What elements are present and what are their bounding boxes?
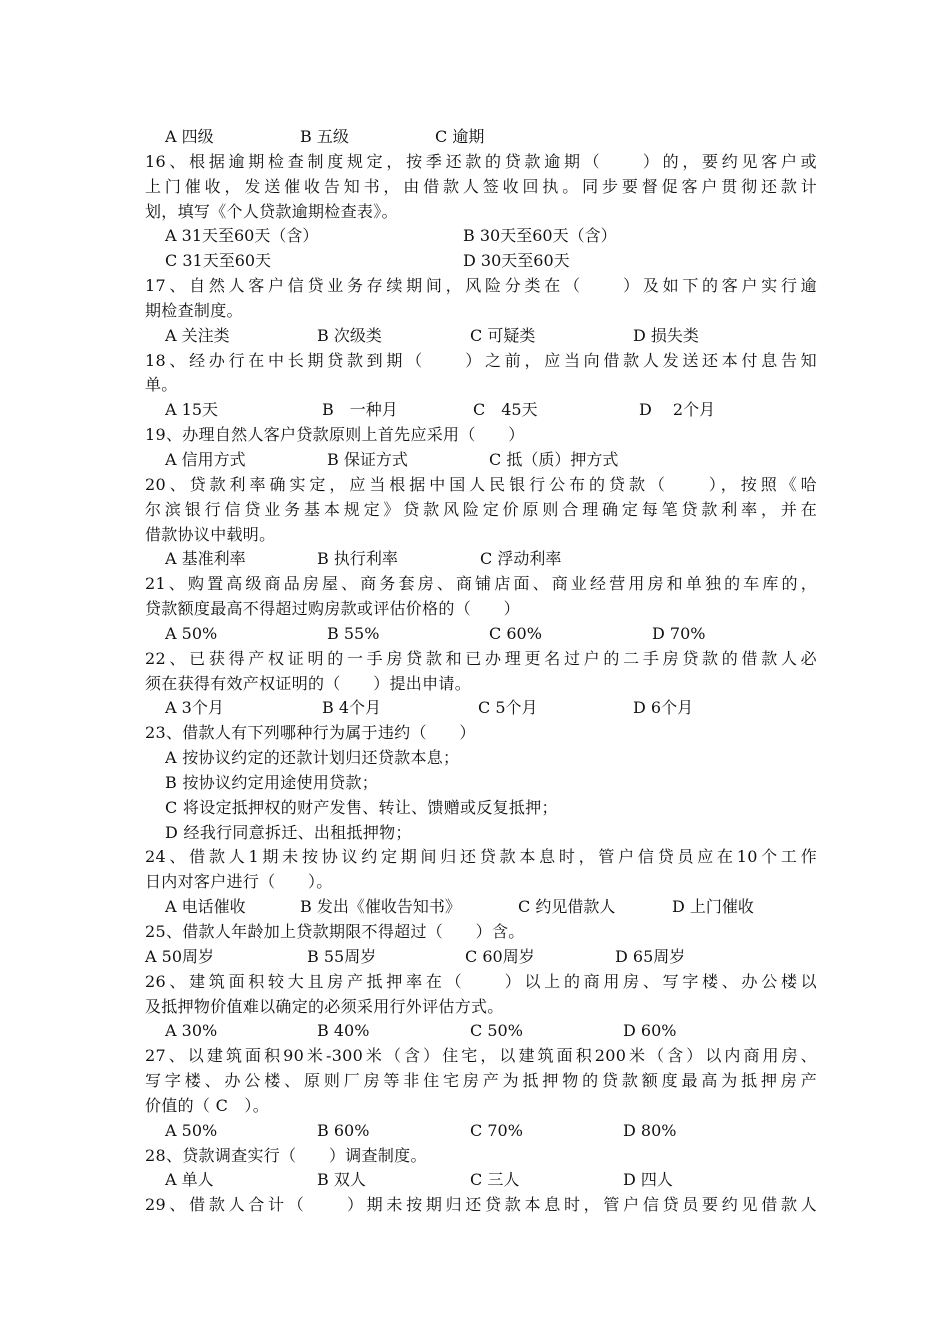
document-page: [145, 125, 817, 1218]
option-row: [145, 448, 817, 473]
option-row: [145, 125, 817, 150]
answer-option: A 50%: [165, 1120, 218, 1140]
option-line: B 按协议约定用途使用贷款；: [165, 772, 379, 792]
answer-option: C 60%: [489, 623, 542, 643]
answer-option: B 五级: [300, 127, 349, 146]
option-row: [145, 398, 817, 423]
answer-option: D 四人: [623, 1170, 673, 1190]
answer-option: A 四级: [165, 127, 214, 146]
answer-option: C 抵（质）押方式: [489, 449, 619, 469]
question-text-line: 18、经办行在中长期贷款到期（ ）之前，应当向借款人发送还本付息告知: [145, 350, 817, 370]
question-text-line: 及抵押物价值难以确定的必须采用行外评估方式。: [145, 996, 504, 1016]
answer-option: C 31天至60天: [165, 251, 272, 271]
option-row: [145, 622, 817, 647]
answer-option: C 三人: [470, 1170, 520, 1190]
question-text-line: 20、贷款利率确实定，应当根据中国人民银行公布的贷款（ ），按照《哈: [145, 474, 817, 494]
option-row: [145, 1019, 817, 1044]
answer-option: A 信用方式: [165, 449, 246, 469]
question-text-line: 16、根据逾期检查制度规定，按季还款的贷款逾期（ ）的，要约见客户或: [145, 151, 817, 171]
question-text-line: 须在获得有效产权证明的（ ）提出申请。: [145, 673, 472, 693]
answer-option: C 45天: [473, 400, 538, 420]
option-row: [145, 324, 817, 349]
question-text-line: 单。: [145, 375, 178, 395]
question-text-line: 划，填写《个人贷款逾期检查表》。: [145, 201, 398, 221]
answer-option: A 关注类: [165, 325, 230, 345]
answer-option: B 保证方式: [327, 449, 408, 469]
question-text-line: 日内对客户进行（ ）。: [145, 872, 333, 892]
answer-option: D 上门催收: [672, 897, 754, 917]
option-row: [145, 895, 817, 920]
answer-option: A 50%: [165, 623, 218, 643]
answer-option: C 浮动利率: [480, 549, 562, 569]
answer-option: B 发出《催收告知书》: [300, 897, 461, 917]
question-text-line: 27、以建筑面积90米-300米（含）住宅，以建筑面积200米（含）以内商用房、: [145, 1046, 817, 1066]
question-text-line: 25、借款人年龄加上贷款期限不得超过（ ）含。: [145, 922, 525, 941]
option-line: D 经我行同意拆迁、出租抵押物；: [165, 822, 412, 842]
question-text-line: 21、购置高级商品房屋、商务套房、商铺店面、商业经营用房和单独的车库的，: [145, 574, 817, 594]
answer-option: D 65周岁: [615, 946, 686, 966]
answer-option: D 30天至60天: [463, 251, 570, 271]
answer-option: A 基准利率: [165, 549, 246, 569]
answer-option: B 60%: [317, 1120, 370, 1140]
answer-option: A 单人: [165, 1170, 214, 1190]
answer-option: B 40%: [317, 1021, 370, 1041]
answer-option: A 3个月: [165, 698, 224, 718]
option-row: [145, 224, 817, 249]
answer-option: A 15天: [165, 400, 219, 420]
option-line: C 将设定抵押权的财产发售、转让、馈赠或反复抵押；: [165, 797, 558, 817]
answer-option: B 55%: [327, 623, 380, 643]
question-text-line: 22、已获得产权证明的一手房贷款和已办理更名过户的二手房贷款的借款人必: [145, 648, 817, 668]
question-text-line: 借款协议中载明。: [145, 524, 276, 544]
answer-option: D 6个月: [633, 698, 694, 718]
question-text-line: 尔滨银行信贷业务基本规定》贷款风险定价原则合理确定每笔贷款利率，并在: [145, 499, 817, 519]
answer-option: C 5个月: [478, 698, 538, 718]
option-row: [145, 547, 817, 572]
question-text-line: 写字楼、办公楼、原则厂房等非住宅房产为抵押物的贷款额度最高为抵押房产: [145, 1071, 817, 1091]
option-row: [145, 696, 817, 721]
question-text-line: 24、借款人1期未按协议约定期间归还贷款本息时，管户信贷员应在10个工作: [145, 847, 817, 867]
answer-option: D 80%: [623, 1120, 677, 1140]
question-text-line: 价值的（ C ）。: [145, 1095, 270, 1115]
answer-option: B 一种月: [322, 400, 398, 420]
answer-option: D 60%: [623, 1021, 677, 1041]
answer-option: C 50%: [470, 1021, 523, 1041]
question-text-line: 贷款额度最高不得超过购房款或评估价格的（ ）: [145, 599, 520, 619]
question-text-line: 19、办理自然人客户贷款原则上首先应采用（ ）: [145, 425, 525, 445]
question-text-line: 23、借款人有下列哪种行为属于违约（ ）: [145, 723, 476, 743]
answer-option: D 2个月: [639, 400, 716, 420]
answer-option: C 约见借款人: [518, 897, 616, 917]
answer-option: A 30%: [165, 1021, 218, 1041]
answer-option: A 50周岁: [145, 946, 215, 966]
option-row: [145, 945, 817, 970]
option-line: A 按协议约定的还款计划归还贷款本息；: [165, 748, 460, 768]
answer-option: B 4个月: [322, 698, 382, 718]
answer-option: B 执行利率: [317, 549, 398, 569]
option-row: [145, 1168, 817, 1193]
answer-option: B 30天至60天（含）: [463, 226, 617, 246]
answer-option: A 31天至60天（含）: [165, 226, 319, 246]
answer-option: A 电话催收: [165, 897, 246, 917]
question-text-line: 28、贷款调查实行（ ）调查制度。: [145, 1145, 427, 1165]
question-text-line: 17、自然人客户信贷业务存续期间，风险分类在（ ）及如下的客户实行逾: [145, 276, 817, 296]
answer-option: C 70%: [470, 1120, 523, 1140]
answer-option: D 损失类: [633, 325, 699, 345]
question-text-line: 期检查制度。: [145, 300, 243, 320]
answer-option: C 逾期: [435, 127, 485, 146]
question-text-line: 26、建筑面积较大且房产抵押率在（ ）以上的商用房、写字楼、办公楼以: [145, 971, 817, 991]
answer-option: B 双人: [317, 1170, 366, 1190]
answer-option: B 55周岁: [307, 946, 377, 966]
option-row: [145, 249, 817, 274]
answer-option: C 可疑类: [470, 325, 536, 345]
question-text-line: 上门催收，发送催收告知书，由借款人签收回执。同步要督促客户贯彻还款计: [145, 176, 817, 196]
question-text-line: 29、借款人合计（ ）期未按期归还贷款本息时，管户信贷员要约见借款人: [145, 1195, 817, 1215]
answer-option: D 70%: [652, 623, 706, 643]
answer-option: B 次级类: [317, 325, 382, 345]
answer-option: C 60周岁: [465, 946, 535, 966]
option-row: [145, 1119, 817, 1144]
